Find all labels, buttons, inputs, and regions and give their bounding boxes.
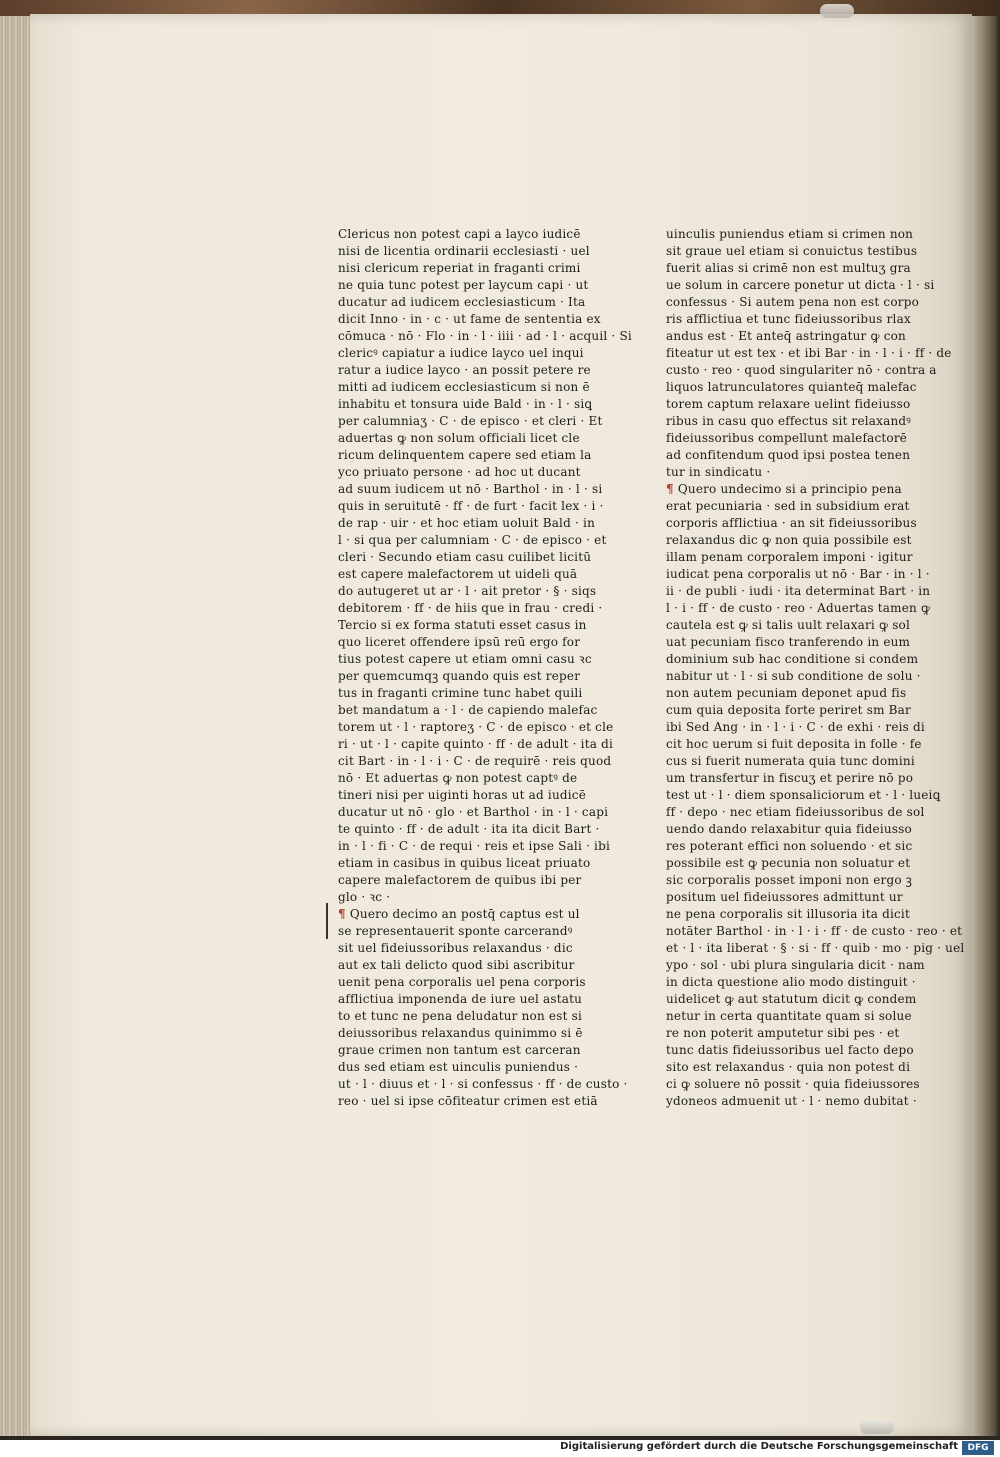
- text-line: ii · de publi · iudi · ita determinat Bart · in: [666, 584, 931, 598]
- footer-credit: Digitalisierung gefördert durch die Deutsche Forschungsgemeinschaft: [560, 1441, 958, 1452]
- text-line: in dicta questione alio modo distinguit ·: [666, 975, 916, 989]
- text-line: torem captum relaxare uelint fideiusso: [666, 397, 911, 411]
- text-line: ydoneos admuenit ut · l · nemo dubitat ·: [666, 1094, 917, 1108]
- text-line: to et tunc ne pena deludatur non est si: [338, 1009, 583, 1023]
- text-line: nisi clericum reperiat in fraganti crimi: [338, 261, 581, 275]
- text-line: test ut · l · diem sponsaliciorum et · l · lueiꝗ: [666, 788, 941, 802]
- text-line: sit uel fideiussoribus relaxandus · dic: [338, 941, 573, 955]
- text-line: do autugeret ut ar · l · ait pretor · § · siqs: [338, 584, 597, 598]
- text-line: dicit Inno · in · c · ut fame de sententia ex: [338, 312, 601, 326]
- text-line: ducatur ad iudicem ecclesiasticum · Ita: [338, 295, 586, 309]
- text-line: clericꝰ capiatur a iudice layco uel inqui: [338, 346, 584, 360]
- text-line: per calumniaʒ · C · de episco · et cleri · Et: [338, 414, 603, 428]
- text-line: bet mandatum a · l · de capiendo malefac: [338, 703, 598, 717]
- text-line: cit Bart · in · l · i · C · de requirē · reis quod: [338, 754, 612, 768]
- text-line: de rap · uir · et hoc etiam uoluit Bald · in: [338, 516, 595, 530]
- text-line: notāter Barthol · in · l · i · ff · de custo · reo · et: [666, 924, 963, 938]
- pilcrow-mark: ¶: [338, 907, 346, 921]
- text-line: uidelicet ꝙ aut statutum dicit ꝙ condem: [666, 992, 917, 1006]
- text-line: yco priuato persone · ad hoc ut ducant: [338, 465, 581, 479]
- text-line: nisi de licentia ordinarii ecclesiasti · uel: [338, 244, 590, 258]
- text-column-left: [338, 226, 632, 1110]
- text-line: Tercio si ex forma statuti esset casus in: [338, 618, 587, 632]
- text-line: sit graue uel etiam si conuictus testibus: [666, 244, 918, 258]
- text-line: ne pena corporalis sit illusoria ita dicit: [666, 907, 910, 921]
- text-line: se representauerit sponte carcerandꝰ: [338, 924, 573, 938]
- text-line: afflictiua imponenda de iure uel astatu: [338, 992, 583, 1006]
- text-line: netur in certa quantitate quam si solue: [666, 1009, 912, 1023]
- text-line: cum quia deposita forte periret sm Bar: [666, 703, 911, 717]
- text-line: andus est · Et anteq̄ astringatur ꝙ con: [666, 329, 906, 343]
- text-line: quis in seruitutē · ff · de furt · facit lex · i ·: [338, 499, 604, 513]
- text-line: tius potest capere ut etiam omni casu ꝛc: [338, 652, 592, 666]
- text-line: quo liceret offendere ipsū reū ergo for: [338, 635, 581, 649]
- book-page-stack-left: [0, 16, 30, 1436]
- text-line: Clericus non potest capi a layco iudicē: [338, 227, 581, 241]
- text-line: est capere malefactorem ut uideli quā: [338, 567, 578, 581]
- page-clip-bottom: [860, 1420, 894, 1434]
- text-line: illam penam corporalem imponi · igitur: [666, 550, 913, 564]
- text-line: l · si qua per calumniam · C · de episco · et: [338, 533, 607, 547]
- digitization-footer: [0, 1440, 1000, 1457]
- text-line: ff · depo · nec etiam fideiussoribus de sol: [666, 805, 925, 819]
- text-line: uendo dando relaxabitur quia fideiusso: [666, 822, 912, 836]
- text-line: res poterant effici non soluendo · et sic: [666, 839, 913, 853]
- text-line: corporis afflictiua · an sit fideiussoribus: [666, 516, 917, 530]
- margin-bracket: [326, 903, 328, 939]
- text-line: l · i · ff · de custo · reo · Aduertas tamen ꝙ: [666, 601, 931, 615]
- text-line: ratur a iudice layco · an possit petere re: [338, 363, 591, 377]
- text-line: ci ꝙ soluere nō possit · quia fideiussores: [666, 1077, 920, 1091]
- text-line: cautela est ꝙ si talis uult relaxari ꝙ sol: [666, 618, 911, 632]
- text-line: nō · Et aduertas ꝙ non potest captꝰ de: [338, 771, 578, 785]
- text-line: ypo · sol · ubi plura singularia dicit · nam: [666, 958, 925, 972]
- text-line: cōmuca · nō · Flo · in · l · iiii · ad · l · acquil · Si: [338, 329, 632, 343]
- text-line: aut ex tali delicto quod sibi ascribitur: [338, 958, 575, 972]
- text-line: debitorem · ff · de hiis que in frau · credi ·: [338, 601, 603, 615]
- text-line: etiam in casibus in quibus liceat priuato: [338, 856, 591, 870]
- text-line: mitti ad iudicem ecclesiasticum si non ē: [338, 380, 590, 394]
- text-line: re non poterit amputetur sibi pes · et: [666, 1026, 900, 1040]
- text-line: relaxandus dic ꝙ non quia possibile est: [666, 533, 912, 547]
- text-line: fuerit alias si crimē non est multuʒ gra: [666, 261, 911, 275]
- text-line: deiussoribus relaxandus quinimmo si ē: [338, 1026, 583, 1040]
- text-line: dominium sub hac conditione si condem: [666, 652, 919, 666]
- text-line: aduertas ꝙ non solum officiali licet cle: [338, 431, 580, 445]
- text-line: tunc datis fideiussoribus uel facto depo: [666, 1043, 914, 1057]
- text-line: ut · l · diuus et · l · si confessus · ff · de custo ·: [338, 1077, 628, 1091]
- text-line: iudicat pena corporalis ut nō · Bar · in · l ·: [666, 567, 930, 581]
- text-line: ducatur ut nō · glo · et Barthol · in · l · capi: [338, 805, 609, 819]
- text-line: capere malefactorem de quibus ibi per: [338, 873, 582, 887]
- text-line: ribus in casu quo effectus sit relaxandꝰ: [666, 414, 912, 428]
- text-line: tur in sindicatu ·: [666, 465, 771, 479]
- text-line: ne quia tunc potest per laycum capi · ut: [338, 278, 589, 292]
- text-line: reo · uel si ipse cōfiteatur crimen est etiā: [338, 1094, 598, 1108]
- text-line: ¶ Quero undecimo si a principio pena: [666, 482, 902, 496]
- text-line: ricum delinquentem capere sed etiam la: [338, 448, 592, 462]
- dfg-logo-icon: DFG: [962, 1441, 994, 1455]
- text-line: ri · ut · l · capite quinto · ff · de adult · ita di: [338, 737, 614, 751]
- text-line: graue crimen non tantum est carceran: [338, 1043, 581, 1057]
- text-line: ue solum in carcere ponetur ut dicta · l · si: [666, 278, 935, 292]
- text-line: glo · ꝛc ·: [338, 890, 391, 904]
- pilcrow-mark: ¶: [666, 482, 674, 496]
- book-page-stack-right: [972, 16, 1000, 1436]
- text-line: custo · reo · quod singulariter nō · contra a: [666, 363, 937, 377]
- text-line: uat pecuniam fisco tranferendo in eum: [666, 635, 911, 649]
- text-line: uinculis puniendus etiam si crimen non: [666, 227, 914, 241]
- text-line: te quinto · ff · de adult · ita ita dicit Bart ·: [338, 822, 600, 836]
- text-line: cit hoc uerum si fuit deposita in folle · fe: [666, 737, 922, 751]
- text-line: fiteatur ut est tex · et ibi Bar · in · l · i · ff · de: [666, 346, 952, 360]
- text-line: tus in fraganti crimine tunc habet quili: [338, 686, 583, 700]
- text-line: cus si fuerit numerata quia tunc domini: [666, 754, 915, 768]
- text-line: ad suum iudicem ut nō · Barthol · in · l · si: [338, 482, 603, 496]
- text-line: uenit pena corporalis uel pena corporis: [338, 975, 586, 989]
- text-line: ibi Sed Ang · in · l · i · C · de exhi · reis di: [666, 720, 925, 734]
- page-clip-top: [820, 4, 854, 18]
- text-line: nabitur ut · l · si sub conditione de solu ·: [666, 669, 921, 683]
- text-line: confessus · Si autem pena non est corpo: [666, 295, 919, 309]
- text-line: sic corporalis posset imponi non ergo ꝫ: [666, 873, 913, 887]
- text-line: sito est relaxandus · quia non potest di: [666, 1060, 911, 1074]
- text-line: in · l · fi · C · de requi · reis et ipse Sali · ibi: [338, 839, 610, 853]
- text-line: ad confitendum quod ipsi postea tenen: [666, 448, 911, 462]
- text-line: et · l · ita liberat · § · si · ff · quib · mo · pig · uel: [666, 941, 965, 955]
- text-line: per quemcumqꝫ quando quis est reper: [338, 669, 581, 683]
- text-column-right: [666, 226, 965, 1110]
- text-line: inhabitu et tonsura uide Bald · in · l · siꝗ: [338, 397, 593, 411]
- text-line: positum uel fideiussores admittunt ur: [666, 890, 903, 904]
- text-line: ris afflictiua et tunc fideiussoribus rlax: [666, 312, 911, 326]
- text-line: liquos latrunculatores quianteq̄ malefac: [666, 380, 917, 394]
- text-line: tineri nisi per uiginti horas ut ad iudicē: [338, 788, 587, 802]
- text-line: dus sed etiam est uinculis puniendus ·: [338, 1060, 579, 1074]
- text-line: cleri · Secundo etiam casu cuilibet licitū: [338, 550, 592, 564]
- text-line: non autem pecuniam deponet apud fis: [666, 686, 907, 700]
- text-line: ¶ Quero decimo an postq̄ captus est ul: [338, 907, 580, 921]
- text-line: possibile est ꝙ pecunia non soluatur et: [666, 856, 911, 870]
- text-line: um transfertur in fiscuʒ et perire nō po: [666, 771, 914, 785]
- text-line: erat pecuniaria · sed in subsidium erat: [666, 499, 910, 513]
- text-line: fideiussoribus compellunt malefactorē: [666, 431, 908, 445]
- text-line: torem ut · l · raptoreʒ · C · de episco · et cle: [338, 720, 614, 734]
